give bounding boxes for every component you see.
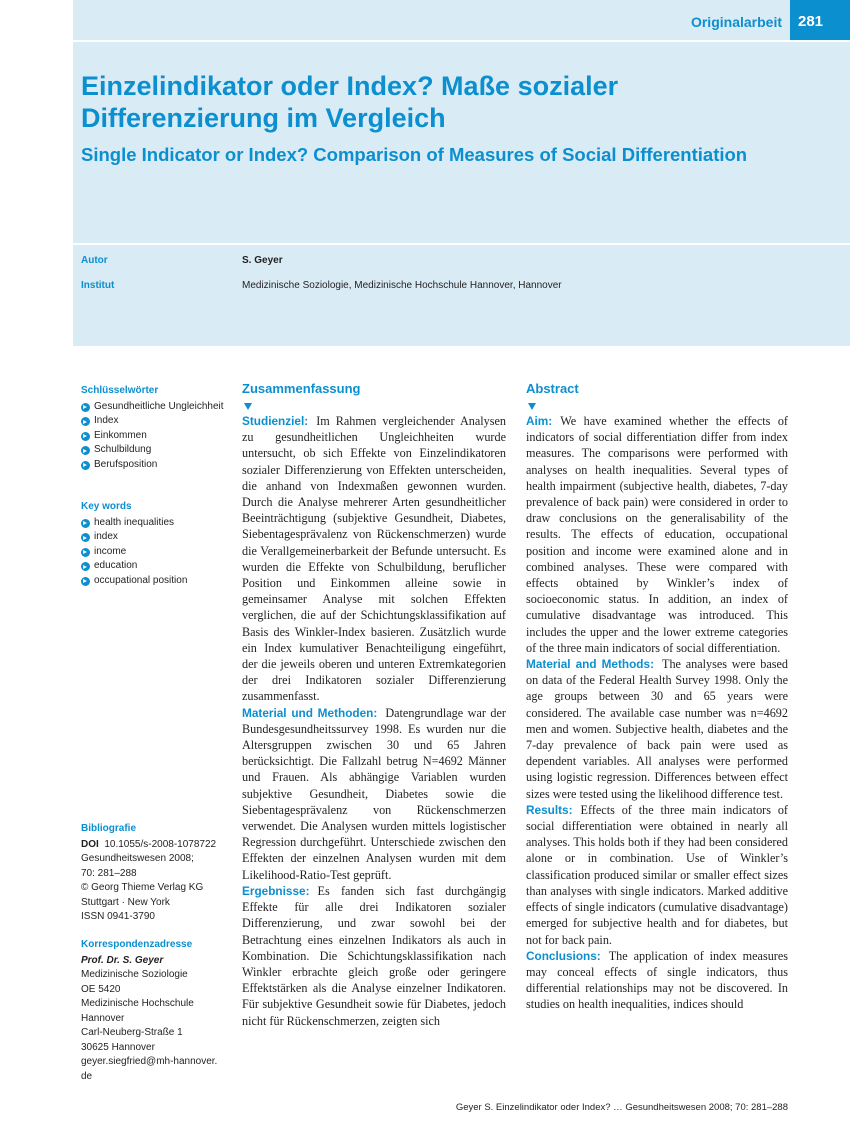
arrow-bullet-icon: [81, 533, 90, 542]
correspondence-name: Prof. Dr. S. Geyer: [81, 954, 164, 966]
email-link[interactable]: de: [81, 1070, 93, 1082]
author-name: S. Geyer: [242, 255, 283, 266]
abstract-german: [242, 380, 506, 1029]
address-line: Carl-Neuberg-Straße 1: [81, 1027, 183, 1038]
arrow-bullet-icon: [81, 417, 90, 426]
abstract-english: [526, 380, 788, 1013]
abstract-german-heading: Zusammenfassung: [242, 381, 361, 396]
arrow-bullet-icon: [81, 562, 90, 571]
bibliography: [81, 822, 226, 925]
abstract-paragraph: Material and Methods: The analyses were based on data of the Federal Health Survey 1998. Only the age groups between 30 and 65 years were considered. The available case number was n=4692 men and women. Subjective health, diabetes and the 7-day prevalence of back pain were used as dependent variables. All analyses were performed using logistic regression. Differences between effect sizes were tested using the likelihood difference test.: [526, 657, 788, 801]
institute-name: Medizinische Soziologie, Medizinische Hochschule Hannover, Hannover: [242, 280, 562, 291]
abstract-paragraph: Conclusions: The application of index measures may conceal effects of single indicators, thus differential relationships may not be discovered. In studies on health inequalities, indices should: [526, 948, 788, 1012]
article-type: Originalarbeit: [690, 14, 782, 30]
doi-line: DOI 10.1055/s-2008-1078722: [81, 838, 217, 850]
correspondence: [81, 938, 226, 1084]
bibliography-line: © Georg Thieme Verlag KG: [81, 882, 204, 893]
abstract-paragraph: Material und Methoden: Datengrundlage war der Bundesgesundheitssurvey 1998. Es wurden nur die Altersgruppen zwischen 30 und 65 Jahren berücksichtigt. Die Fallzahl betrug N=4692 Männer und Frauen. Als abhängige Variablen wurden subjektive Gesundheit, Diabetes sowie die Siebentagesprävalenz von Rückenschmerzen verwendet. Die Analysen wurden mittels logistischer Regression durchgeführt. Unterschiede zwischen den Effekten der einzelnen Analysen wurden mit dem Likelihood-Ratio-Test geprüft.: [242, 705, 506, 882]
keyword-item: Index: [81, 414, 226, 429]
page-number: 281: [790, 0, 850, 40]
keyword-item: health inequalities: [81, 516, 226, 531]
keyword-item: education: [81, 559, 226, 574]
author-label: Autor: [81, 255, 108, 266]
keyword-item: income: [81, 545, 226, 560]
arrow-bullet-icon: [81, 403, 90, 412]
institute-label: Institut: [81, 280, 115, 291]
arrow-bullet-icon: [81, 461, 90, 470]
keywords-german: [81, 384, 226, 472]
keywords-english: [81, 500, 226, 588]
down-arrow-icon: [528, 403, 536, 410]
bibliography-line: Stuttgart · New York: [81, 896, 170, 908]
bibliography-title: Bibliografie: [81, 823, 137, 834]
abstract-paragraph: Results: Effects of the three main indicators of social differentiation were obtained in nearly all analyses. This holds both if they had been considered alone or in combination. Use of Winkler’s classification produced similar or smaller effect sizes than analyses with single indicators. Marked additive effects of single indicators (cumulative disadvantage) emerged for subjective health and for diabetes, but not for back pain.: [526, 802, 788, 947]
abstract-paragraph: Ergebnisse: Es fanden sich fast durchgängig Effekte für alle drei Indikatoren sozialer Differenzierung, und zwar sowohl bei der Betrachtung eines einzelnen Indikators als auch in Kombination. Die Schichtungsklassifikation nach Winkler erbrachte gleich große oder geringere Effektstärken als die Analyse einzelner Indikatoren. Für subjektive Gesundheit sowie für Diabetes, jedoch nicht für Rückenschmerzen, zeigten sich: [242, 883, 506, 1028]
arrow-bullet-icon: [81, 577, 90, 586]
abstract-paragraph: Studienziel: Im Rahmen vergleichender Analysen zu gesundheitlichen Ungleichheiten wurde untersucht, ob sich Effekte von Einzelindikatoren sozialer Differenzierung von Effekten unterscheiden, die anhand von Indexmaßen gewonnen wurden. Durch die Analyse mehrerer Arten gesundheitlicher Beeinträchtigung (subjektive Gesundheit, Diabetes, Siebentagesprävalenz von Rückenschmerzen) wurde die Verallgemeinerbarkeit der Befunde untersucht. Es wurden die Effekte von Schulbildung, beruflicher Position und Einkommen alleine sowie in gemeinsamer Analyse mit solchen Effekten verglichen, die auf der Schichtungsklassifikation auf Basis des Winkler-Index basieren. Zusätzlich wurde ein Index kumulativer Benachteiligung eingeführt, der die jeweils oberen und unteren Extremkategorien der drei Indikatoren sozialer Differenzierung zusammenfasst.: [242, 414, 506, 704]
keyword-item: Berufsposition: [81, 458, 226, 473]
address-line: OE 5420: [81, 983, 121, 995]
down-arrow-icon: [244, 403, 252, 410]
header-band: [73, 0, 850, 346]
email-link[interactable]: geyer.siegfried@mh-hannover.: [81, 1056, 218, 1067]
arrow-bullet-icon: [81, 446, 90, 455]
arrow-bullet-icon: [81, 519, 90, 528]
arrow-bullet-icon: [81, 548, 90, 557]
address-line: Medizinische Soziologie: [81, 969, 188, 980]
meta-divider: [73, 243, 850, 245]
keyword-item: Gesundheitliche Ungleichheit: [81, 400, 226, 415]
running-head: [691, 0, 850, 40]
page-footer: Geyer S. Einzelindikator oder Index? … Gesundheitswesen 2008; 70: 281–288: [455, 1102, 788, 1113]
address-line: 30625 Hannover: [81, 1041, 155, 1053]
keyword-item: occupational position: [81, 574, 226, 589]
bibliography-line: Gesundheitswesen 2008;: [81, 853, 194, 864]
bibliography-line: ISSN 0941-3790: [81, 911, 155, 922]
address-line: Medizinische Hochschule: [81, 998, 194, 1009]
bibliography-line: 70: 281–288: [81, 867, 137, 879]
title-german: Einzelindikator oder Index? Maße sozialer Differenzierung im Vergleich: [81, 71, 619, 133]
address-line: Hannover: [81, 1012, 125, 1024]
arrow-bullet-icon: [81, 432, 90, 441]
keyword-item: Schulbildung: [81, 443, 226, 458]
correspondence-title: Korrespondenzadresse: [81, 939, 193, 950]
keywords-german-title: Schlüsselwörter: [81, 385, 159, 396]
title-english: Single Indicator or Index? Comparison of Measures of Social Differentiation: [81, 144, 748, 165]
abstract-paragraph: Aim: We have examined whether the effects of indicators of social differentiation differ from index measures. The comparisons were performed with analyses on health inequalities. Several types of health impairment (subjective health, diabetes, 7-day prevalence of back pain) were considered in order to draw conclusions on the generalisability of the results. The effects of education, occupational position and income were examined alone and in combined analyses. These were compared with effects obtained by Winkler’s index of socioeconomic status. In addition, an index of cumulative disadvantage was introduced. This includes the upper and the lower extreme categories of the three main indicators of social differentiation.: [526, 414, 788, 655]
keyword-item: index: [81, 530, 226, 545]
keyword-item: Einkommen: [81, 429, 226, 444]
keywords-english-title: Key words: [81, 501, 132, 512]
abstract-english-heading: Abstract: [526, 381, 579, 396]
